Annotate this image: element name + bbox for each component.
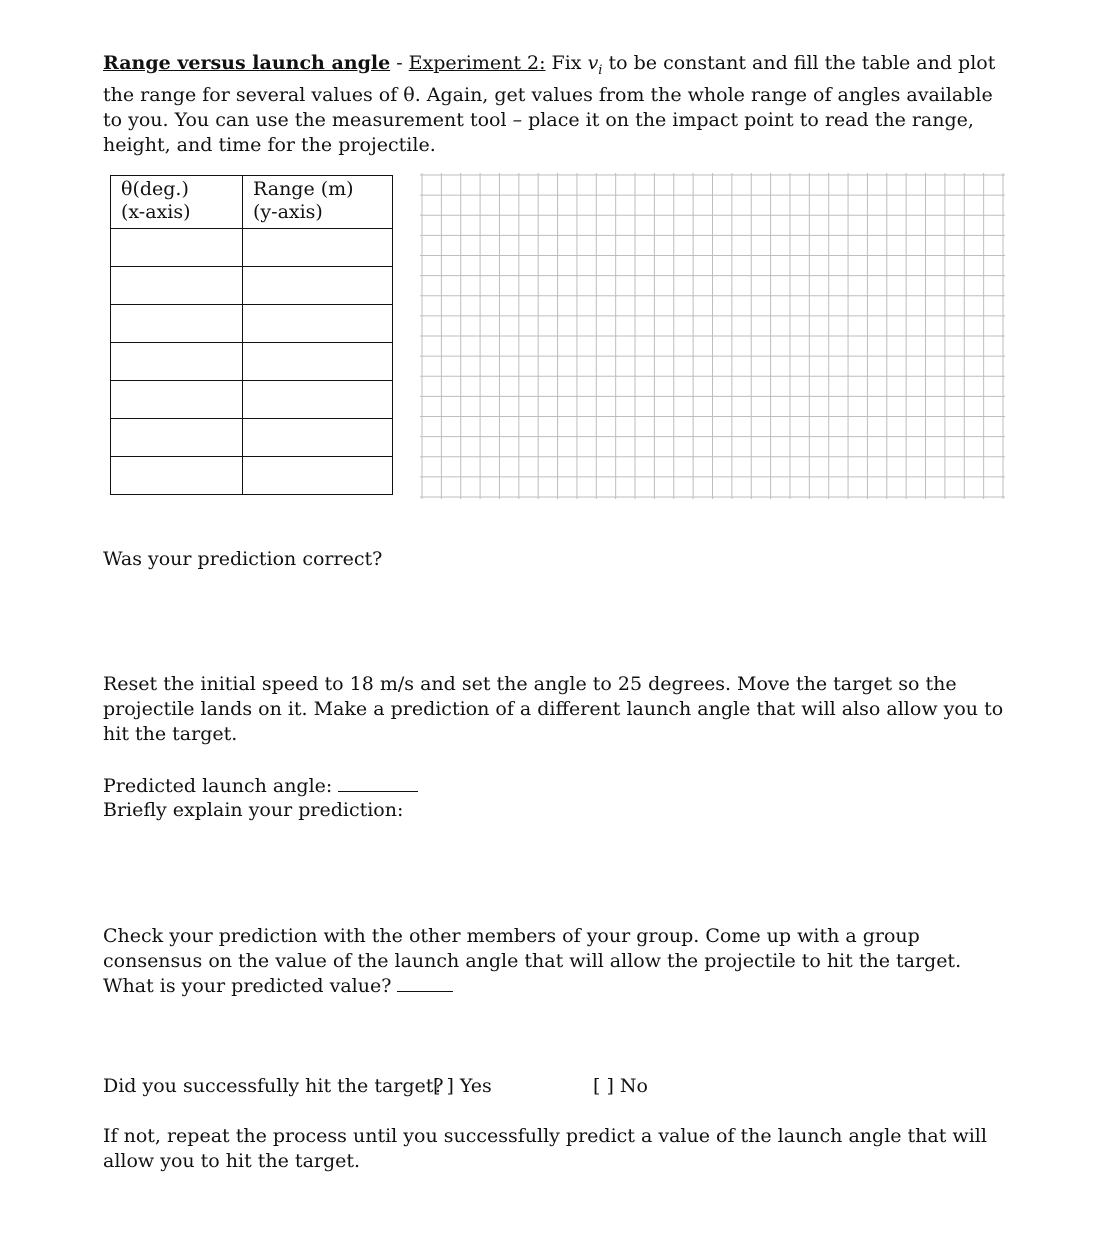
theta-cell[interactable]	[111, 457, 243, 495]
range-cell[interactable]	[243, 305, 393, 343]
table-row	[111, 343, 393, 381]
reset-instruction: Reset the initial speed to 18 m/s and set the angle to 25 degrees. Move the target so the projectile lands on it. Make a prediction of a different launch angle that will also allow you to hit the target.	[103, 673, 1004, 745]
theta-cell[interactable]	[111, 343, 243, 381]
predicted-angle-line	[103, 773, 1003, 799]
group-check-instruction: Check your prediction with the other members of your group. Come up with a group consensus on the value of the launch angle that will allow the projectile to hit the target.	[103, 925, 962, 972]
hit-target-label: Did you successfully hit the target?	[103, 1075, 444, 1097]
header-range	[243, 176, 393, 229]
header-theta	[111, 176, 243, 229]
predicted-value-line	[103, 973, 1003, 999]
velocity-symbol: v	[587, 52, 599, 74]
explain-prediction-label: Briefly explain your prediction:	[103, 799, 404, 821]
title-dash: -	[390, 52, 409, 74]
table-row	[111, 457, 393, 495]
section-title: Range versus launch angle	[103, 52, 391, 74]
predicted-value-label: What is your predicted value?	[103, 975, 398, 997]
range-cell[interactable]	[243, 229, 393, 267]
theta-cell[interactable]	[111, 419, 243, 457]
range-cell[interactable]	[243, 343, 393, 381]
header-range-line1: Range (m)	[253, 178, 354, 200]
repeat-instruction: If not, repeat the process until you successfully predict a value of the launch angle that will allow you to hit the target.	[103, 1125, 987, 1172]
graph-paper-grid[interactable]	[420, 173, 1005, 499]
range-cell[interactable]	[243, 381, 393, 419]
intro-text-2: to be constant and fill the table and plot the range for several values of θ. Again, get values from the whole range of angles available to you. You can use the measurement tool – place it on the impact point to read the range, height, and time for the projectile.	[103, 52, 996, 156]
predicted-value-blank[interactable]	[397, 973, 453, 992]
table-row	[111, 305, 393, 343]
table-row	[111, 267, 393, 305]
theta-cell[interactable]	[111, 305, 243, 343]
hit-target-line	[103, 1074, 1003, 1099]
predicted-angle-label: Predicted launch angle:	[103, 775, 339, 797]
experiment-label: Experiment 2:	[408, 52, 546, 74]
range-cell[interactable]	[243, 457, 393, 495]
velocity-subscript: i	[598, 62, 603, 78]
header-theta-line1: θ(deg.)	[121, 178, 189, 200]
header-theta-line2: (x-axis)	[121, 201, 191, 223]
prediction-correct-question: Was your prediction correct?	[103, 548, 383, 570]
table-row	[111, 229, 393, 267]
intro-paragraph	[103, 51, 1003, 158]
table-row	[111, 419, 393, 457]
header-range-line2: (y-axis)	[253, 201, 323, 223]
theta-cell[interactable]	[111, 381, 243, 419]
no-checkbox[interactable]: [ ] No	[593, 1075, 648, 1097]
theta-cell[interactable]	[111, 229, 243, 267]
intro-text-1: Fix	[545, 52, 588, 74]
range-cell[interactable]	[243, 267, 393, 305]
predicted-angle-blank[interactable]	[338, 773, 418, 792]
table-row	[111, 381, 393, 419]
table-header-row	[111, 176, 393, 229]
yes-checkbox[interactable]: [ ] Yes	[433, 1075, 492, 1097]
theta-cell[interactable]	[111, 267, 243, 305]
range-angle-table	[110, 175, 393, 495]
range-cell[interactable]	[243, 419, 393, 457]
